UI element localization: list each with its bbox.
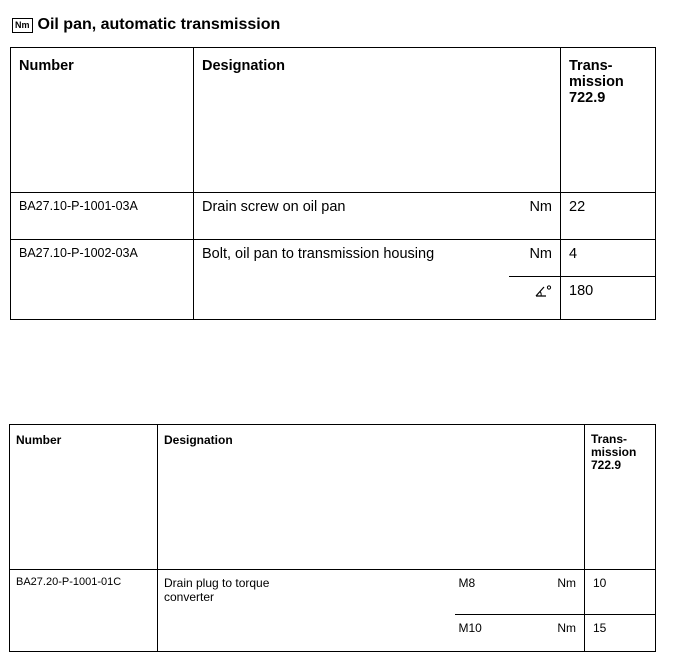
row-number: BA27.10-P-1002-03A (11, 240, 194, 277)
table-row (11, 193, 656, 240)
nm-badge: Nm (12, 18, 33, 33)
table-header-row (11, 48, 656, 193)
col-header-transmission: Trans- mission 722.9 (585, 425, 656, 570)
page-title: Oil pan, automatic transmission (37, 16, 281, 33)
row-value: 10 (585, 570, 656, 615)
col-header-number: Number (11, 48, 194, 193)
row-value: 4 (561, 240, 656, 277)
row-value: 22 (561, 193, 656, 240)
row-number: BA27.10-P-1001-03A (11, 193, 194, 240)
col-header-designation: Designation (158, 425, 455, 570)
table-row (10, 615, 656, 652)
table-row-angle (11, 277, 656, 320)
torque-table-2 (9, 424, 656, 652)
row-unit: Nm (507, 570, 585, 615)
col-header-number: Number (10, 425, 158, 570)
section-title-row (12, 16, 280, 34)
table-header-row (10, 425, 656, 570)
col-header-designation: Designation (194, 48, 509, 193)
table-row (11, 240, 656, 277)
torque-table-1 (10, 47, 656, 320)
angle-degree-icon (534, 284, 552, 298)
row-designation: Drain screw on oil pan (194, 193, 509, 240)
row-number: BA27.20-P-1001-01C (10, 570, 158, 615)
row-size: M10 (455, 615, 507, 652)
col-header-transmission: Trans- mission 722.9 (561, 48, 656, 193)
row-designation: Bolt, oil pan to transmission housing (194, 240, 509, 277)
row-unit: Nm (509, 193, 561, 240)
row-unit: Nm (509, 240, 561, 277)
row-size: M8 (455, 570, 507, 615)
row-designation: Drain plug to torque converter (158, 570, 455, 615)
row-angle-value: 180 (561, 277, 656, 320)
row-unit: Nm (507, 615, 585, 652)
table-row (10, 570, 656, 615)
row-value: 15 (585, 615, 656, 652)
